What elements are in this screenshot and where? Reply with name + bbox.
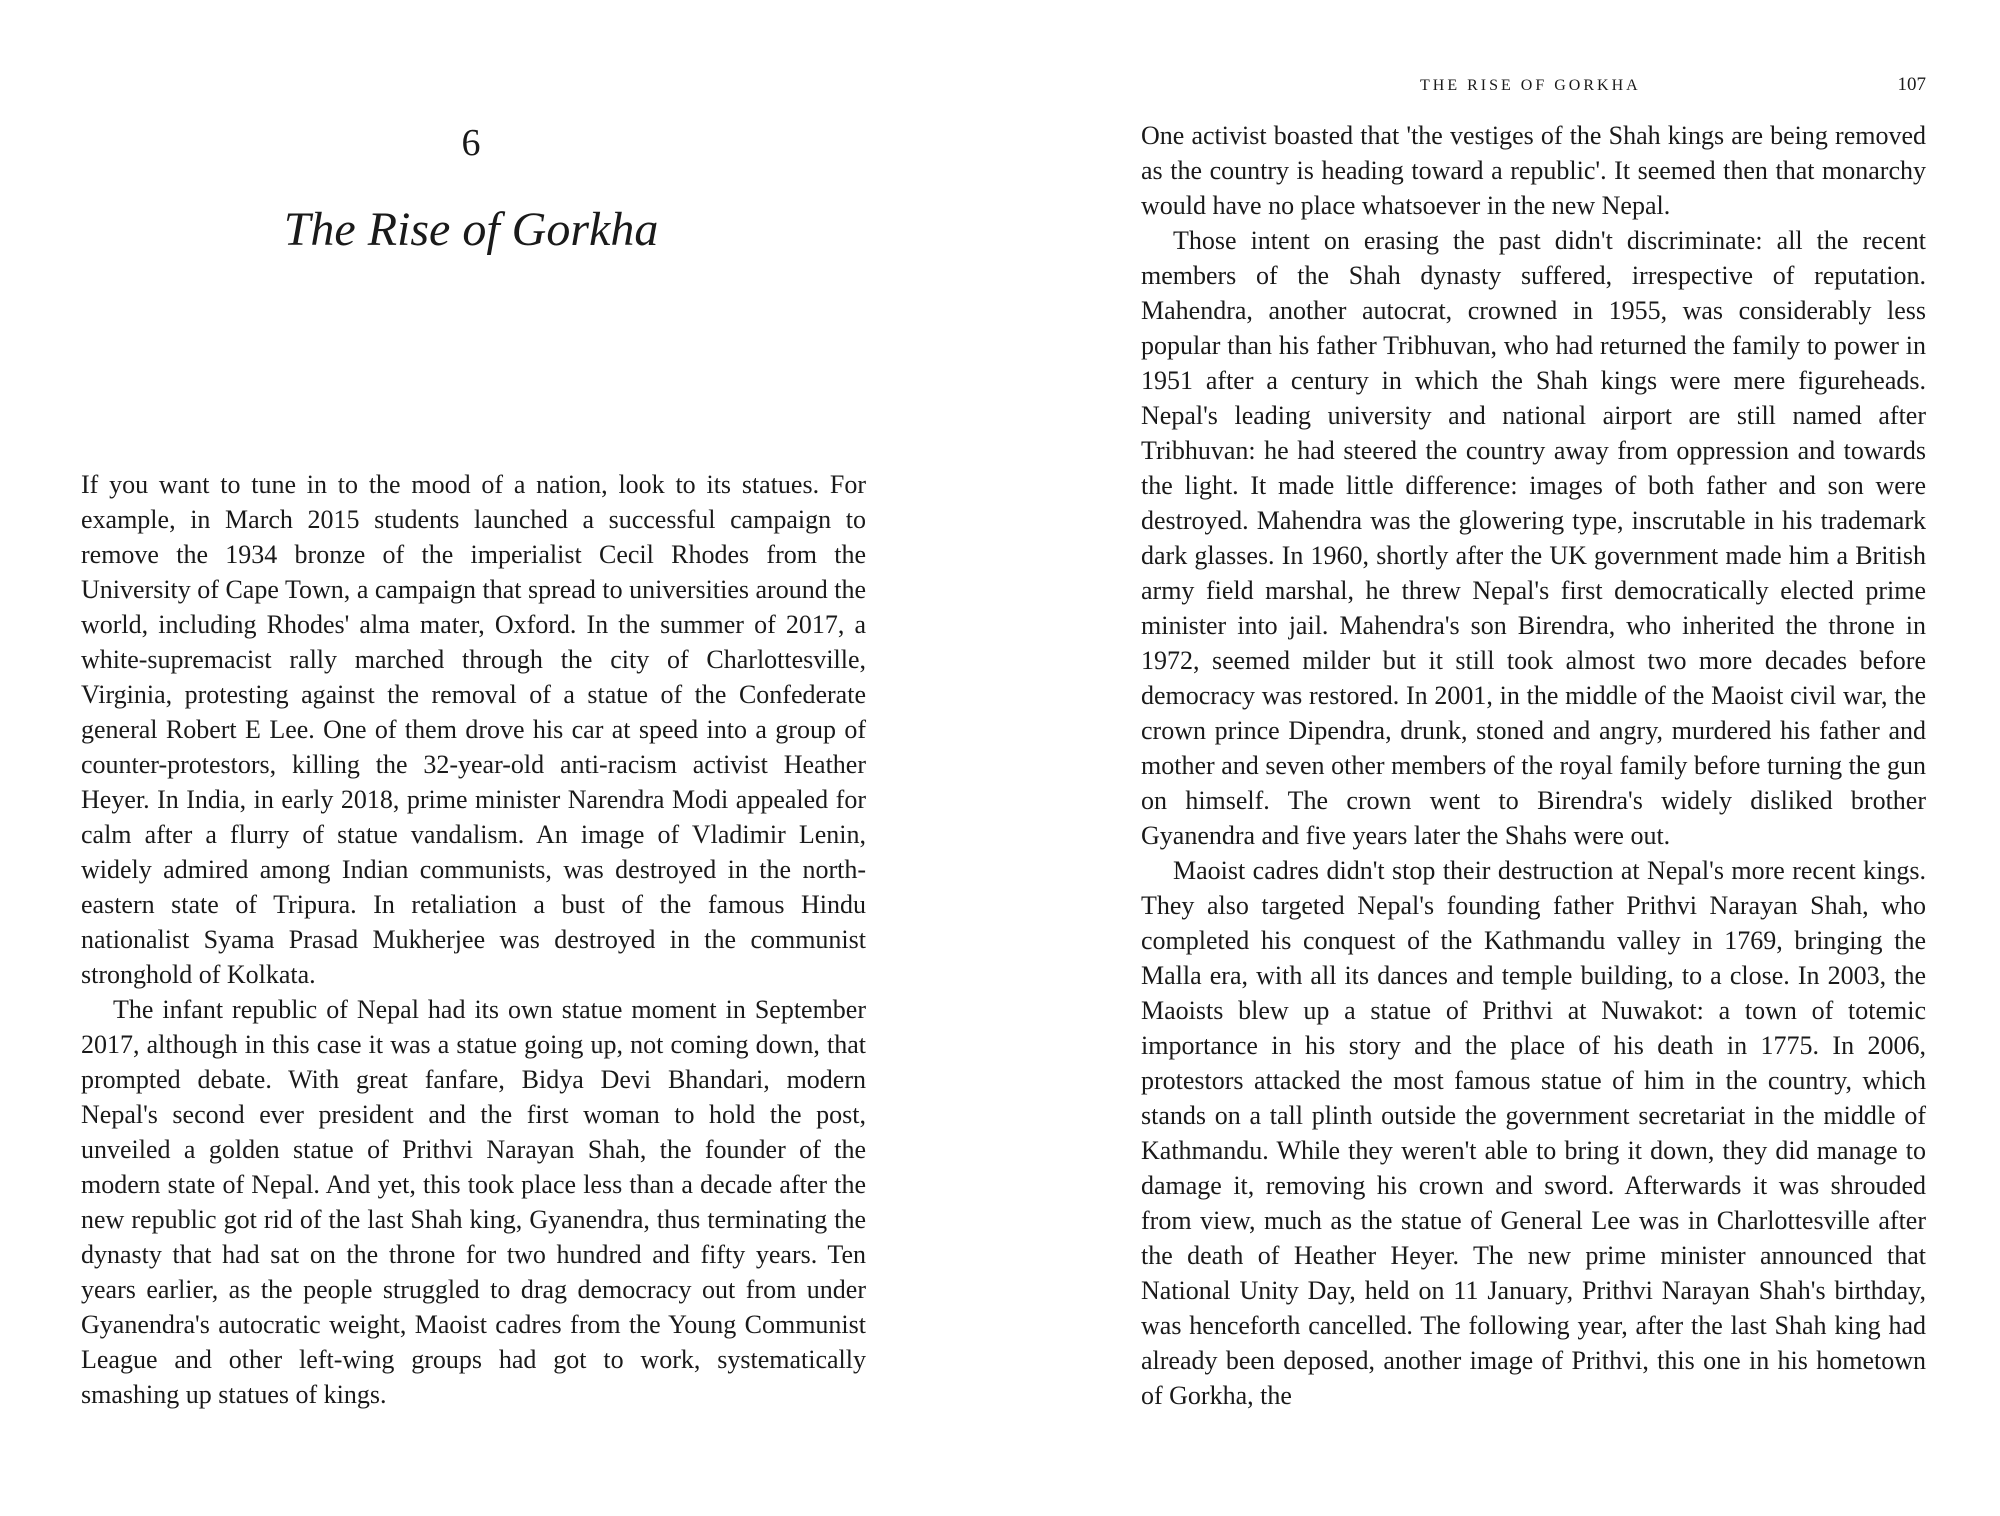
paragraph: If you want to tune in to the mood of a nation, look to its statues. For example, in March 2015 students launched a successful campaign to remove the 1934 bronze of the imperialist Cecil Rhodes from the University of Cape Town, a campaign that spread to universities around the world, including Rhodes' alma mater, Oxford. In the summer of 2017, a white-supremacist rally marched through the city of Charlottesville, Virginia, protesting against the removal of a statue of the Confederate general Robert E Lee. One of them drove his car at speed into a group of counter-protestors, killing the 32-year-old anti-racism activist Heather Heyer. In India, in early 2018, prime minister Narendra Modi appealed for calm after a flurry of statue vandalism. An image of Vladimir Lenin, widely admired among Indian communists, was destroyed in the north-eastern state of Tripura. In retaliation a bust of the famous Hindu nationalist Syama Prasad Mukherjee was destroyed in the communist stronghold of Kolkata. <box>81 470 866 989</box>
left-page-body <box>81 467 866 1412</box>
running-header: THE RISE OF GORKHA <box>1420 77 1641 94</box>
paragraph: The infant republic of Nepal had its own statue moment in September 2017, although in this case it was a statue going up, not coming down, that prompted debate. With great fanfare, Bidya Devi Bhandari, modern Nepal's second ever president and the first woman to hold the post, unveiled a golden statue of Prithvi Narayan Shah, the founder of the modern state of Nepal. And yet, this took place less than a decade after the new republic got rid of the last Shah king, Gyanendra, thus terminating the dynasty that had sat on the throne for two hundred and fifty years. Ten years earlier, as the people struggled to drag democracy out from under Gyanendra's autocratic weight, Maoist cadres from the Young Communist League and other left-wing groups had got to work, systematically smashing up statues of kings. <box>81 995 866 1409</box>
chapter-number: 6 <box>461 122 481 164</box>
paragraph: Maoist cadres didn't stop their destruction at Nepal's more recent kings. They also targeted Nepal's founding father Prithvi Narayan Shah, who completed his conquest of the Kathmandu valley in 1769, bringing the Malla era, with all its dances and temple building, to a close. In 2003, the Maoists blew up a statue of Prithvi at Nuwakot: a town of totemic importance in his story and the place of his death in 1775. In 2006, protestors attacked the most famous statue of him in the country, which stands on a tall plinth outside the government secretariat in the middle of Kathmandu. While they weren't able to bring it down, they did manage to damage it, removing his crown and sword. Afterwards it was shrouded from view, much as the statue of General Lee was in Charlottesville after the death of Heather Heyer. The new prime minister announced that National Unity Day, held on 11 January, Prithvi Narayan Shah's birthday, was henceforth cancelled. The following year, after the last Shah king had already been deposed, another image of Prithvi, this one in his hometown of Gorkha, the <box>1141 856 1926 1410</box>
chapter-title: The Rise of Gorkha <box>283 203 659 256</box>
right-page <box>1000 0 2000 1516</box>
paragraph: Those intent on erasing the past didn't discriminate: all the recent members of the Shah dynasty suffered, irrespective of reputation. Mahendra, another autocrat, crowned in 1955, was considerably less popular than his father Tribhuvan, who had returned the family to power in 1951 after a century in which the Shah kings were mere figureheads. Nepal's leading university and national airport are still named after Tribhuvan: he had steered the country away from oppression and towards the light. It made little difference: images of both father and son were destroyed. Mahendra was the glowering type, inscrutable in his trademark dark glasses. In 1960, shortly after the UK government made him a British army field marshal, he threw Nepal's first democratically elected prime minister into jail. Mahendra's son Birendra, who inherited the throne in 1972, seemed milder but it still took almost two more decades before democracy was restored. In 2001, in the middle of the Maoist civil war, the crown prince Dipendra, drunk, stoned and angry, murdered his father and mother and seven other members of the royal family before turning the gun on himself. The crown went to Birendra's widely disliked brother Gyanendra and five years later the Shahs were out. <box>1141 226 1926 850</box>
right-page-body <box>1141 118 1926 1413</box>
page-number: 107 <box>1897 74 1926 95</box>
paragraph: One activist boasted that 'the vestiges of the Shah kings are being removed as the country is heading toward a republic'. It seemed then that monarchy would have no place whatsoever in the new Nepal. <box>1141 121 1926 220</box>
